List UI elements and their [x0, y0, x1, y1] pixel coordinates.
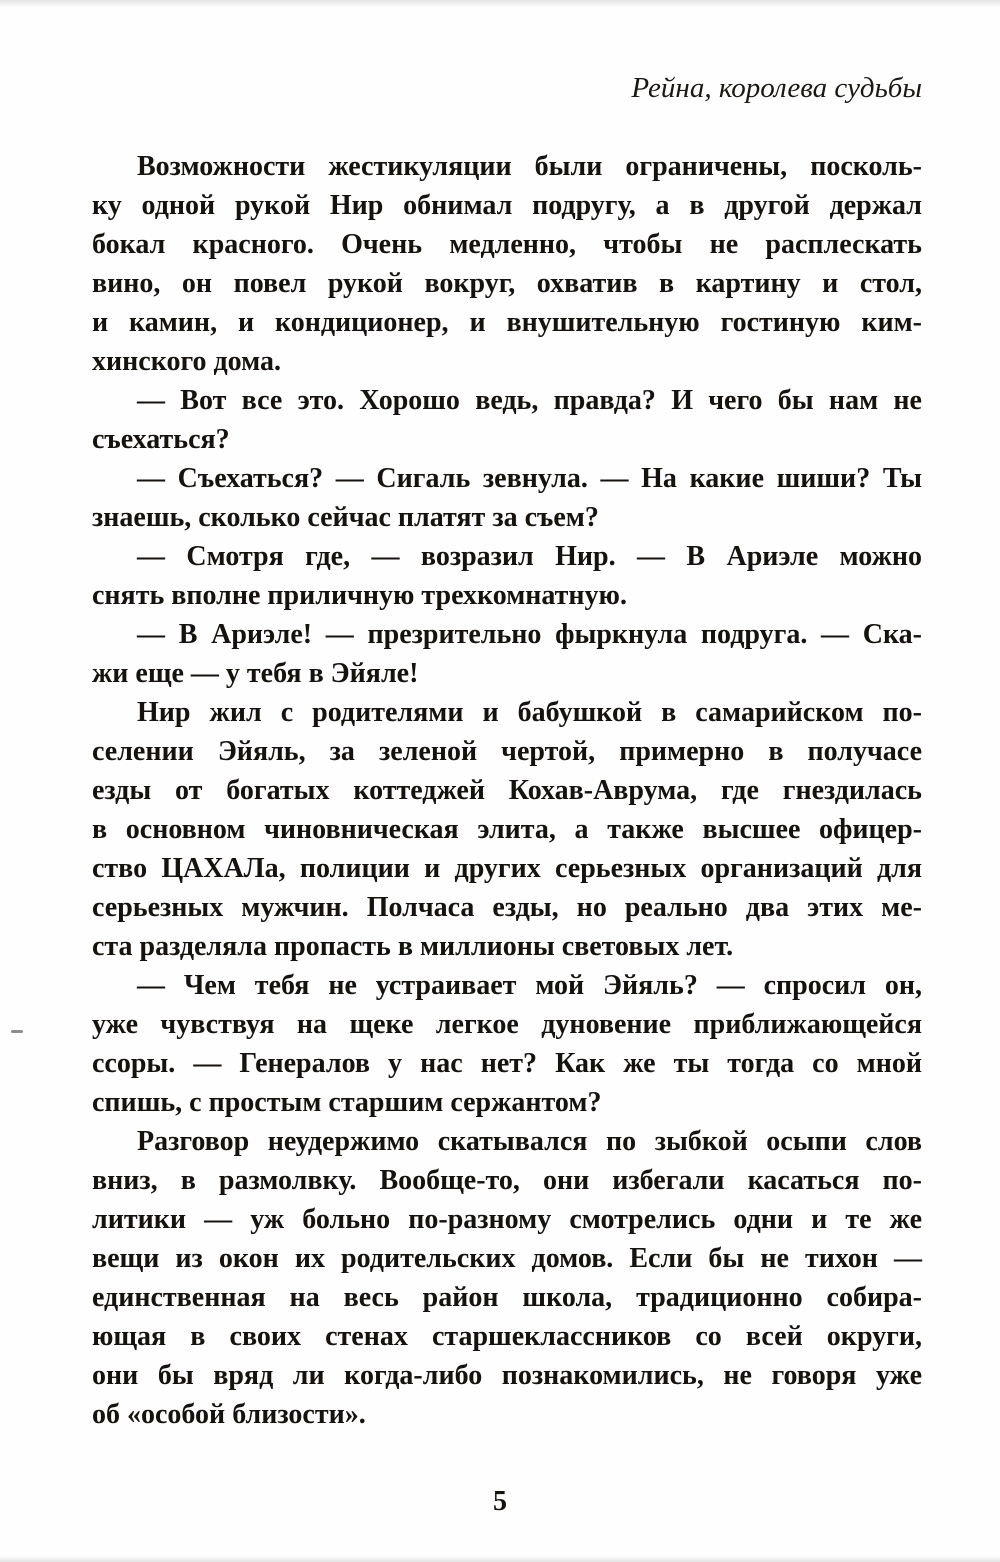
paragraph [92, 693, 922, 966]
text-line: Разговор неудержимо скатывался по зыбкой осыпи слов [137, 1126, 922, 1157]
text-line: и камин, и кондиционер, и внушительную гостиную ким- [92, 307, 922, 338]
text-line: ку одной рукой Нир обнимал подругу, а в другой держал [92, 190, 922, 221]
text-line: спишь, с простым старшим сержантом? [92, 1087, 602, 1118]
text-line: — Смотря где, — возразил Нир. — В Ариэле можно [137, 541, 922, 572]
scan-edge-shading-top [0, 0, 1000, 7]
body-text [92, 147, 922, 1434]
paragraph [92, 615, 922, 693]
text-line: — В Ариэле! — презрительно фыркнула подруга. — Ска- [137, 619, 922, 650]
scan-edge-shading-bottom [0, 1556, 1000, 1562]
paragraph [92, 1122, 922, 1434]
paragraph [92, 381, 922, 459]
text-line: в основном чиновническая элита, а также высшее офицер- [92, 814, 922, 845]
text-line: уже чувствуя на щеке легкое дуновение приближающейся [92, 1009, 922, 1040]
text-line: Возможности жестикуляции были ограничены, посколь- [137, 151, 922, 182]
paragraph [92, 147, 922, 381]
text-line: езды от богатых коттеджей Кохав-Аврума, где гнездилась [92, 775, 922, 806]
text-line: серьезных мужчин. Полчаса езды, но реально два этих ме- [92, 892, 922, 923]
text-line: вино, он повел рукой вокруг, охватив в картину и стол, [92, 268, 922, 299]
text-line: ста разделяла пропасть в миллионы световых лет. [92, 931, 734, 962]
text-line: знаешь, сколько сейчас платят за съем? [92, 502, 599, 533]
text-line: — Съехаться? — Сигаль зевнула. — На какие шиши? Ты [137, 463, 922, 494]
paragraph [92, 537, 922, 615]
text-line: жи еще — у тебя в Эйяле! [92, 658, 419, 689]
scan-artifact-dash [11, 1030, 23, 1033]
text-line: вещи из окон их родительских домов. Если бы не тихон — [92, 1243, 922, 1274]
text-line: — Чем тебя не устраивает мой Эйяль? — спросил он, [137, 970, 922, 1001]
text-line: Нир жил с родителями и бабушкой в самарийском по- [137, 697, 922, 728]
text-line: съехаться? [92, 424, 230, 455]
text-line: об «особой близости». [92, 1399, 366, 1430]
paragraph [92, 966, 922, 1122]
page-number: 5 [493, 1486, 507, 1517]
text-line: селении Эйяль, за зеленой чертой, примерно в получасе [92, 736, 922, 767]
text-line: — Вот все это. Хорошо ведь, правда? И чего бы нам не [137, 385, 922, 416]
text-line: ство ЦАХАЛа, полиции и других серьезных организаций для [92, 853, 922, 884]
text-line: ющая в своих стенах старшеклассников со всей округи, [92, 1321, 922, 1352]
text-line: они бы вряд ли когда-либо познакомились, не говоря уже [92, 1360, 922, 1391]
text-line: литики — уж больно по-разному смотрелись одни и те же [92, 1204, 922, 1235]
text-line: снять вполне приличную трехкомнатную. [92, 580, 627, 611]
running-header: Рейна, королева судьбы [631, 72, 922, 104]
text-line: ссоры. — Генералов у нас нет? Как же ты тогда со мной [92, 1048, 922, 1079]
paragraph [92, 459, 922, 537]
text-line: хинского дома. [92, 346, 281, 377]
text-line: единственная на весь район школа, традиционно собира- [92, 1282, 922, 1313]
text-line: бокал красного. Очень медленно, чтобы не расплескать [92, 229, 922, 260]
text-line: вниз, в размолвку. Вообще-то, они избегали касаться по- [92, 1165, 922, 1196]
